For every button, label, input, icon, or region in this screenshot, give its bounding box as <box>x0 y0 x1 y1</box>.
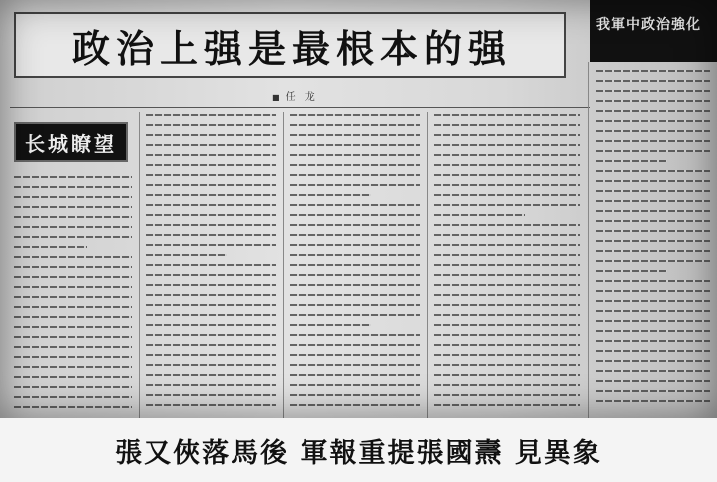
corner-column-title: 我軍中政治強化 <box>596 17 701 33</box>
text-column-5 <box>596 70 710 414</box>
column-separator <box>283 112 284 418</box>
text-column-1 <box>14 176 132 414</box>
text-column-3 <box>290 114 420 414</box>
headline-box <box>14 12 566 78</box>
header-rule <box>10 107 590 108</box>
section-logo: 长城瞭望 <box>14 122 128 162</box>
column-separator <box>427 112 428 418</box>
column-separator <box>588 62 589 418</box>
article-headline: 政治上强是最根本的强 <box>71 27 512 71</box>
text-column-2 <box>146 114 276 414</box>
news-caption-bar <box>0 418 717 482</box>
text-column-4 <box>434 114 580 414</box>
article-byline: ■ 任 龙 <box>272 88 318 103</box>
news-caption: 張又俠落馬後 軍報重提張國燾 見異象 <box>115 437 602 469</box>
column-separator <box>139 112 140 418</box>
